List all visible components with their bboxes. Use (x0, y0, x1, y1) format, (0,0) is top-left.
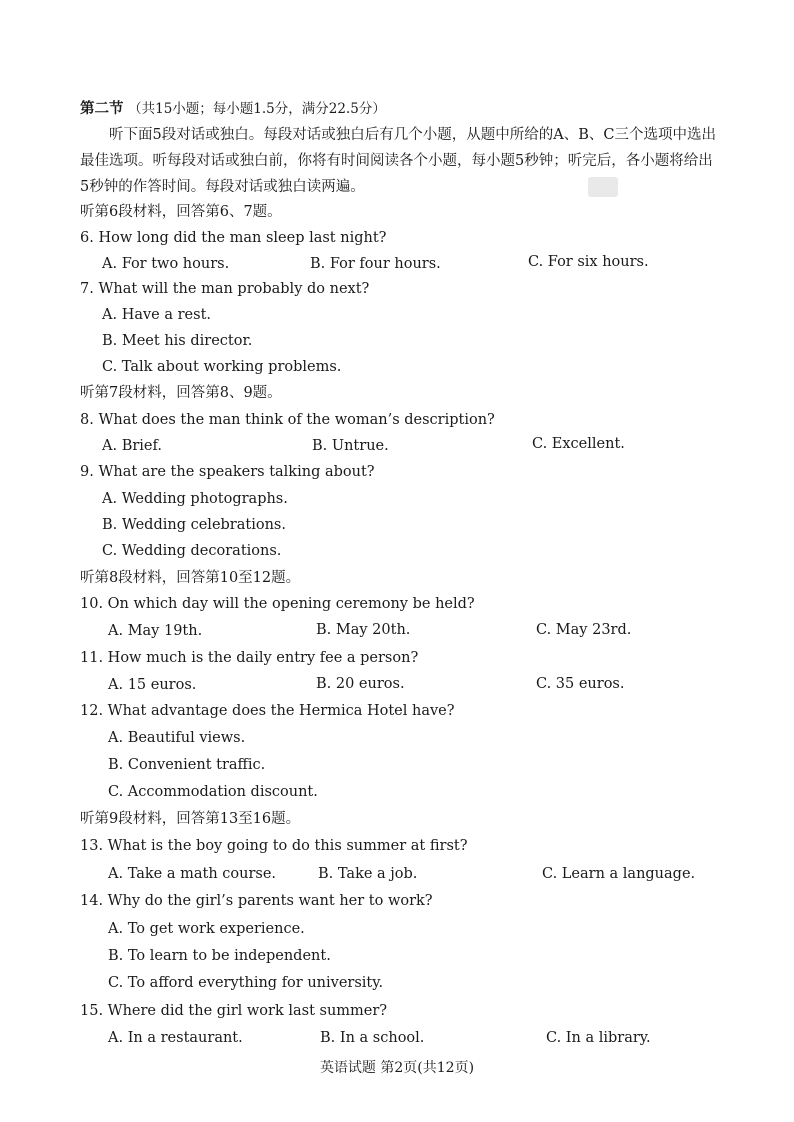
material-heading: 听第9段材料，回答第13至16题。 (80, 811, 301, 827)
section-header (80, 100, 386, 118)
option-6b: B. For four hours. (310, 256, 441, 272)
option-10a: A. May 19th. (108, 623, 203, 639)
material-heading: 听第8段材料，回答第10至12题。 (80, 570, 301, 586)
section-note: （共15小题；每小题1.5分，满分22.5分） (128, 101, 386, 117)
question-11 (80, 649, 418, 667)
question-14 (80, 892, 433, 910)
question-8 (80, 411, 495, 429)
option-7a: A. Have a rest. (102, 307, 212, 323)
question-text: What will the man probably do next? (98, 281, 370, 297)
material-heading: 听第7段材料，回答第8、9题。 (80, 385, 282, 401)
option-10c: C. May 23rd. (536, 622, 632, 638)
question-6 (80, 229, 386, 247)
option-6a: A. For two hours. (102, 256, 230, 272)
option-13c: C. Learn a language. (542, 866, 696, 882)
option-15c: C. In a library. (546, 1030, 651, 1046)
option-8c: C. Excellent. (532, 436, 625, 452)
question-number: 13. (80, 838, 104, 854)
option-14b: B. To learn to be independent. (108, 948, 331, 964)
section-title: 第二节 (80, 100, 124, 117)
question-text: What is the boy going to do this summer at first? (107, 838, 468, 854)
question-number: 6. (80, 230, 94, 246)
option-13b: B. Take a job. (318, 866, 418, 882)
option-12c: C. Accommodation discount. (108, 784, 318, 800)
option-7c: C. Talk about working problems. (102, 359, 342, 375)
option-10b: B. May 20th. (316, 622, 411, 638)
material-heading: 听第6段材料，回答第6、7题。 (80, 204, 282, 220)
question-number: 15. (80, 1003, 104, 1019)
question-9 (80, 463, 375, 481)
question-text: Where did the girl work last summer? (107, 1003, 388, 1019)
question-text: How long did the man sleep last night? (98, 230, 387, 246)
page-footer: 英语试题 第2页(共12页) (319, 1060, 475, 1076)
option-15b: B. In a school. (320, 1030, 425, 1046)
question-number: 14. (80, 893, 104, 909)
question-text: What advantage does the Hermica Hotel have? (107, 703, 455, 719)
option-11c: C. 35 euros. (536, 676, 625, 692)
option-8a: A. Brief. (102, 438, 162, 454)
question-number: 7. (80, 281, 94, 297)
option-9a: A. Wedding photographs. (102, 491, 288, 507)
option-11a: A. 15 euros. (108, 677, 197, 693)
question-text: What does the man think of the woman’s description? (98, 412, 495, 428)
option-13a: A. Take a math course. (108, 866, 277, 882)
option-14c: C. To afford everything for university. (108, 975, 384, 991)
question-number: 12. (80, 703, 104, 719)
question-number: 11. (80, 650, 104, 666)
question-15 (80, 1002, 387, 1020)
question-13 (80, 837, 468, 855)
option-9c: C. Wedding decorations. (102, 543, 282, 559)
option-6c: C. For six hours. (528, 254, 649, 270)
option-11b: B. 20 euros. (316, 676, 405, 692)
option-7b: B. Meet his director. (102, 333, 253, 349)
option-15a: A. In a restaurant. (108, 1030, 243, 1046)
question-10 (80, 595, 475, 613)
question-7 (80, 280, 369, 298)
question-text: What are the speakers talking about? (98, 464, 375, 480)
question-text: On which day will the opening ceremony be held? (107, 596, 475, 612)
question-text: How much is the daily entry fee a person? (107, 650, 419, 666)
question-number: 10. (80, 596, 104, 612)
option-12b: B. Convenient traffic. (108, 757, 266, 773)
question-12 (80, 702, 455, 720)
question-text: Why do the girl’s parents want her to work? (107, 893, 433, 909)
option-9b: B. Wedding celebrations. (102, 517, 286, 533)
question-number: 9. (80, 464, 94, 480)
scan-smudge (588, 177, 618, 197)
section-instructions: 听下面5段对话或独白。每段对话或独白后有几个小题，从题中所给的A、B、C三个选项中选出最佳选项。听每段对话或独白前，你将有时间阅读各个小题，每小题5秒钟；听完后，各小题将给出5秒钟的作答时间。每段对话或独白读两遍。 (80, 127, 716, 195)
question-number: 8. (80, 412, 94, 428)
option-8b: B. Untrue. (312, 438, 389, 454)
option-12a: A. Beautiful views. (108, 730, 246, 746)
option-14a: A. To get work experience. (108, 921, 305, 937)
